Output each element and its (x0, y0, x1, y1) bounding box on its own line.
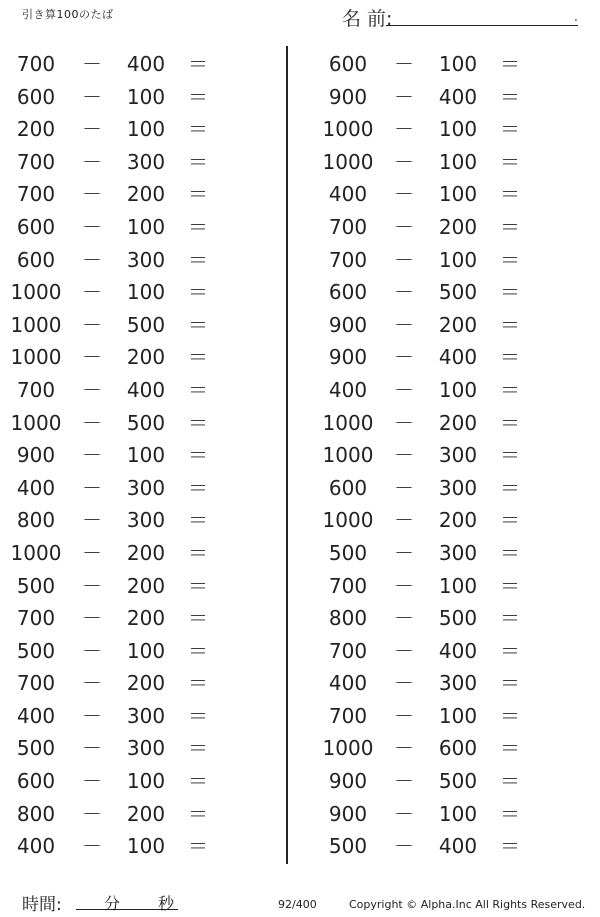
subtrahend: 100 (126, 84, 166, 109)
problem-row (0, 570, 260, 603)
minuend: 200 (16, 117, 56, 142)
subtrahend: 200 (438, 214, 478, 239)
equals-sign: ＝ (188, 540, 208, 565)
minus-sign: － (82, 801, 102, 826)
minuend: 900 (328, 769, 368, 794)
problem-row (312, 504, 572, 537)
minuend: 1000 (322, 410, 374, 435)
minuend: 600 (16, 214, 56, 239)
subtrahend: 100 (126, 769, 166, 794)
minus-sign: － (82, 280, 102, 305)
equals-sign: ＝ (500, 638, 520, 663)
problem-row (0, 407, 260, 440)
minus-sign: － (82, 84, 102, 109)
minus-sign: － (394, 149, 414, 174)
minus-sign: － (82, 214, 102, 239)
subtrahend: 300 (438, 475, 478, 500)
equals-sign: ＝ (500, 801, 520, 826)
minuend: 800 (16, 508, 56, 533)
minus-sign: － (394, 280, 414, 305)
minuend: 1000 (10, 410, 62, 435)
problem-row (0, 439, 260, 472)
problem-row (0, 374, 260, 407)
equals-sign: ＝ (500, 834, 520, 859)
equals-sign: ＝ (500, 117, 520, 142)
problem-row (0, 667, 260, 700)
equals-sign: ＝ (500, 769, 520, 794)
equals-sign: ＝ (500, 214, 520, 239)
equals-sign: ＝ (500, 84, 520, 109)
minus-sign: － (82, 508, 102, 533)
subtrahend: 100 (126, 834, 166, 859)
minus-sign: － (82, 769, 102, 794)
problem-row (312, 667, 572, 700)
minuend: 1000 (322, 149, 374, 174)
minus-sign: － (394, 508, 414, 533)
minus-sign: － (82, 671, 102, 696)
minuend: 900 (328, 801, 368, 826)
problem-row (0, 602, 260, 635)
problem-row (0, 48, 260, 81)
subtrahend: 200 (126, 540, 166, 565)
equals-sign: ＝ (500, 443, 520, 468)
subtrahend: 400 (438, 638, 478, 663)
equals-sign: ＝ (188, 52, 208, 76)
minuend: 400 (328, 377, 368, 402)
minuend: 500 (328, 540, 368, 565)
minuend: 700 (16, 377, 56, 402)
minuend: 500 (16, 736, 56, 761)
problem-row (312, 81, 572, 114)
problem-row (312, 700, 572, 733)
minus-sign: － (394, 638, 414, 663)
subtrahend: 400 (438, 84, 478, 109)
minus-sign: － (82, 52, 102, 76)
problem-row (312, 830, 572, 863)
subtrahend: 500 (438, 280, 478, 305)
problem-row (0, 178, 260, 211)
minus-sign: － (394, 671, 414, 696)
equals-sign: ＝ (188, 247, 208, 272)
subtrahend: 200 (126, 573, 166, 598)
equals-sign: ＝ (500, 606, 520, 631)
minus-sign: － (394, 377, 414, 402)
minuend: 700 (16, 52, 56, 76)
minus-sign: － (82, 182, 102, 207)
subtrahend: 200 (126, 801, 166, 826)
equals-sign: ＝ (188, 84, 208, 109)
equals-sign: ＝ (500, 703, 520, 728)
minus-sign: － (394, 606, 414, 631)
minus-sign: － (82, 247, 102, 272)
minuend: 600 (328, 280, 368, 305)
problem-row (0, 276, 260, 309)
equals-sign: ＝ (188, 149, 208, 174)
subtrahend: 100 (438, 801, 478, 826)
equals-sign: ＝ (188, 573, 208, 598)
minus-sign: － (394, 573, 414, 598)
problem-row (312, 113, 572, 146)
equals-sign: ＝ (500, 149, 520, 174)
minuend: 700 (328, 703, 368, 728)
minuend: 400 (16, 834, 56, 859)
time-label: 時間: (22, 895, 62, 915)
minuend: 400 (16, 475, 56, 500)
equals-sign: ＝ (188, 834, 208, 859)
equals-sign: ＝ (500, 475, 520, 500)
problem-row (312, 276, 572, 309)
subtrahend: 100 (438, 149, 478, 174)
equals-sign: ＝ (500, 671, 520, 696)
equals-sign: ＝ (188, 736, 208, 761)
minus-sign: － (82, 638, 102, 663)
subtrahend: 100 (438, 52, 478, 76)
equals-sign: ＝ (188, 345, 208, 370)
problem-row (0, 537, 260, 570)
minus-sign: － (82, 540, 102, 565)
equals-sign: ＝ (188, 117, 208, 142)
problem-row (312, 798, 572, 831)
problem-row (0, 309, 260, 342)
subtrahend: 500 (126, 312, 166, 337)
minus-sign: － (82, 606, 102, 631)
subtrahend: 100 (126, 443, 166, 468)
minuend: 1000 (10, 540, 62, 565)
minuend: 500 (16, 573, 56, 598)
minus-sign: － (394, 214, 414, 239)
minus-sign: － (394, 443, 414, 468)
problem-row (312, 472, 572, 505)
subtrahend: 300 (126, 736, 166, 761)
subtrahend: 300 (126, 149, 166, 174)
worksheet-title: 引き算100のたば (22, 8, 114, 21)
subtrahend: 100 (438, 247, 478, 272)
problem-row (312, 48, 572, 81)
minus-sign: － (394, 769, 414, 794)
subtrahend: 300 (126, 508, 166, 533)
seconds-label: 秒 (158, 894, 175, 913)
minuend: 400 (328, 671, 368, 696)
problem-row (0, 700, 260, 733)
problem-row (0, 113, 260, 146)
minuend: 1000 (322, 736, 374, 761)
copyright-notice: Copyright © Alpha.Inc All Rights Reserved. (349, 898, 586, 911)
equals-sign: ＝ (500, 280, 520, 305)
problem-row (312, 732, 572, 765)
subtrahend: 100 (438, 377, 478, 402)
subtrahend: 200 (126, 606, 166, 631)
minus-sign: － (394, 540, 414, 565)
equals-sign: ＝ (500, 182, 520, 207)
minus-sign: － (394, 312, 414, 337)
minuend: 1000 (322, 508, 374, 533)
minus-sign: － (82, 377, 102, 402)
subtrahend: 100 (438, 703, 478, 728)
equals-sign: ＝ (188, 508, 208, 533)
minus-sign: － (82, 736, 102, 761)
minuend: 900 (16, 443, 56, 468)
minus-sign: － (82, 149, 102, 174)
problem-row (0, 798, 260, 831)
subtrahend: 100 (126, 117, 166, 142)
minuend: 800 (328, 606, 368, 631)
subtrahend: 100 (126, 280, 166, 305)
minus-sign: － (394, 410, 414, 435)
minuend: 900 (328, 345, 368, 370)
subtrahend: 600 (438, 736, 478, 761)
equals-sign: ＝ (188, 671, 208, 696)
minuend: 700 (328, 214, 368, 239)
equals-sign: ＝ (188, 606, 208, 631)
minus-sign: － (82, 312, 102, 337)
problem-row (0, 211, 260, 244)
problem-row (312, 146, 572, 179)
problems-left-column (0, 48, 260, 863)
equals-sign: ＝ (500, 736, 520, 761)
subtrahend: 200 (126, 345, 166, 370)
minuend: 1000 (10, 345, 62, 370)
minuend: 700 (16, 182, 56, 207)
equals-sign: ＝ (500, 508, 520, 533)
subtrahend: 400 (126, 52, 166, 76)
minuend: 400 (16, 703, 56, 728)
minuend: 800 (16, 801, 56, 826)
subtrahend: 300 (438, 443, 478, 468)
minuend: 700 (16, 606, 56, 631)
problem-row (312, 635, 572, 668)
name-label: 名 前: (342, 8, 393, 30)
subtrahend: 300 (126, 475, 166, 500)
equals-sign: ＝ (500, 377, 520, 402)
subtrahend: 500 (438, 769, 478, 794)
minuend: 500 (328, 834, 368, 859)
equals-sign: ＝ (188, 443, 208, 468)
problem-row (0, 732, 260, 765)
problem-row (312, 178, 572, 211)
problem-row (0, 830, 260, 863)
minuend: 900 (328, 84, 368, 109)
problem-row (312, 765, 572, 798)
column-divider (286, 46, 288, 864)
equals-sign: ＝ (500, 540, 520, 565)
minus-sign: － (394, 834, 414, 859)
minus-sign: － (394, 117, 414, 142)
subtrahend: 300 (126, 703, 166, 728)
problem-row (0, 504, 260, 537)
minus-sign: － (394, 345, 414, 370)
minus-sign: － (394, 801, 414, 826)
equals-sign: ＝ (500, 573, 520, 598)
minus-sign: － (394, 736, 414, 761)
subtrahend: 400 (438, 834, 478, 859)
minus-sign: － (82, 703, 102, 728)
problem-row (0, 341, 260, 374)
problem-row (312, 537, 572, 570)
subtrahend: 500 (438, 606, 478, 631)
subtrahend: 300 (438, 540, 478, 565)
equals-sign: ＝ (188, 475, 208, 500)
equals-sign: ＝ (188, 280, 208, 305)
minus-sign: － (394, 475, 414, 500)
minuend: 700 (328, 573, 368, 598)
problem-row (0, 472, 260, 505)
minuend: 700 (328, 638, 368, 663)
name-field-dot: . (574, 10, 578, 24)
subtrahend: 100 (126, 638, 166, 663)
minuend: 600 (16, 84, 56, 109)
minus-sign: － (82, 443, 102, 468)
name-field-line[interactable] (386, 25, 578, 26)
minuend: 700 (328, 247, 368, 272)
subtrahend: 500 (126, 410, 166, 435)
subtrahend: 100 (438, 117, 478, 142)
minus-sign: － (394, 84, 414, 109)
equals-sign: ＝ (500, 410, 520, 435)
problem-row (312, 211, 572, 244)
minuend: 600 (16, 769, 56, 794)
subtrahend: 300 (438, 671, 478, 696)
problem-row (0, 146, 260, 179)
minuend: 1000 (322, 443, 374, 468)
subtrahend: 200 (438, 410, 478, 435)
subtrahend: 100 (126, 214, 166, 239)
problem-row (0, 244, 260, 277)
subtrahend: 200 (438, 312, 478, 337)
minutes-label: 分 (104, 894, 121, 913)
equals-sign: ＝ (188, 182, 208, 207)
subtrahend: 200 (438, 508, 478, 533)
minuend: 600 (16, 247, 56, 272)
minus-sign: － (394, 703, 414, 728)
problem-row (312, 602, 572, 635)
minus-sign: － (82, 410, 102, 435)
problem-row (0, 765, 260, 798)
equals-sign: ＝ (188, 377, 208, 402)
equals-sign: ＝ (188, 410, 208, 435)
minuend: 600 (328, 475, 368, 500)
problem-row (0, 81, 260, 114)
minuend: 1000 (322, 117, 374, 142)
equals-sign: ＝ (500, 247, 520, 272)
equals-sign: ＝ (188, 214, 208, 239)
subtrahend: 200 (126, 671, 166, 696)
problem-row (312, 244, 572, 277)
minus-sign: － (394, 247, 414, 272)
equals-sign: ＝ (188, 312, 208, 337)
minus-sign: － (82, 345, 102, 370)
minuend: 700 (16, 671, 56, 696)
equals-sign: ＝ (188, 703, 208, 728)
problem-row (312, 570, 572, 603)
minus-sign: － (82, 573, 102, 598)
problem-row (312, 341, 572, 374)
problem-row (312, 439, 572, 472)
equals-sign: ＝ (188, 638, 208, 663)
subtrahend: 400 (438, 345, 478, 370)
minus-sign: － (82, 834, 102, 859)
equals-sign: ＝ (500, 345, 520, 370)
subtrahend: 200 (126, 182, 166, 207)
minuend: 900 (328, 312, 368, 337)
equals-sign: ＝ (188, 801, 208, 826)
equals-sign: ＝ (500, 52, 520, 76)
problems-right-column (312, 48, 572, 863)
subtrahend: 400 (126, 377, 166, 402)
minus-sign: － (394, 52, 414, 76)
subtrahend: 300 (126, 247, 166, 272)
equals-sign: ＝ (500, 312, 520, 337)
problem-row (312, 309, 572, 342)
minuend: 500 (16, 638, 56, 663)
minus-sign: － (394, 182, 414, 207)
minuend: 600 (328, 52, 368, 76)
minuend: 700 (16, 149, 56, 174)
minus-sign: － (82, 117, 102, 142)
subtrahend: 100 (438, 182, 478, 207)
minuend: 1000 (10, 312, 62, 337)
subtrahend: 100 (438, 573, 478, 598)
problem-row (312, 374, 572, 407)
page-number: 92/400 (278, 898, 317, 911)
problem-row (312, 407, 572, 440)
minuend: 400 (328, 182, 368, 207)
minuend: 1000 (10, 280, 62, 305)
minus-sign: － (82, 475, 102, 500)
problem-row (0, 635, 260, 668)
equals-sign: ＝ (188, 769, 208, 794)
